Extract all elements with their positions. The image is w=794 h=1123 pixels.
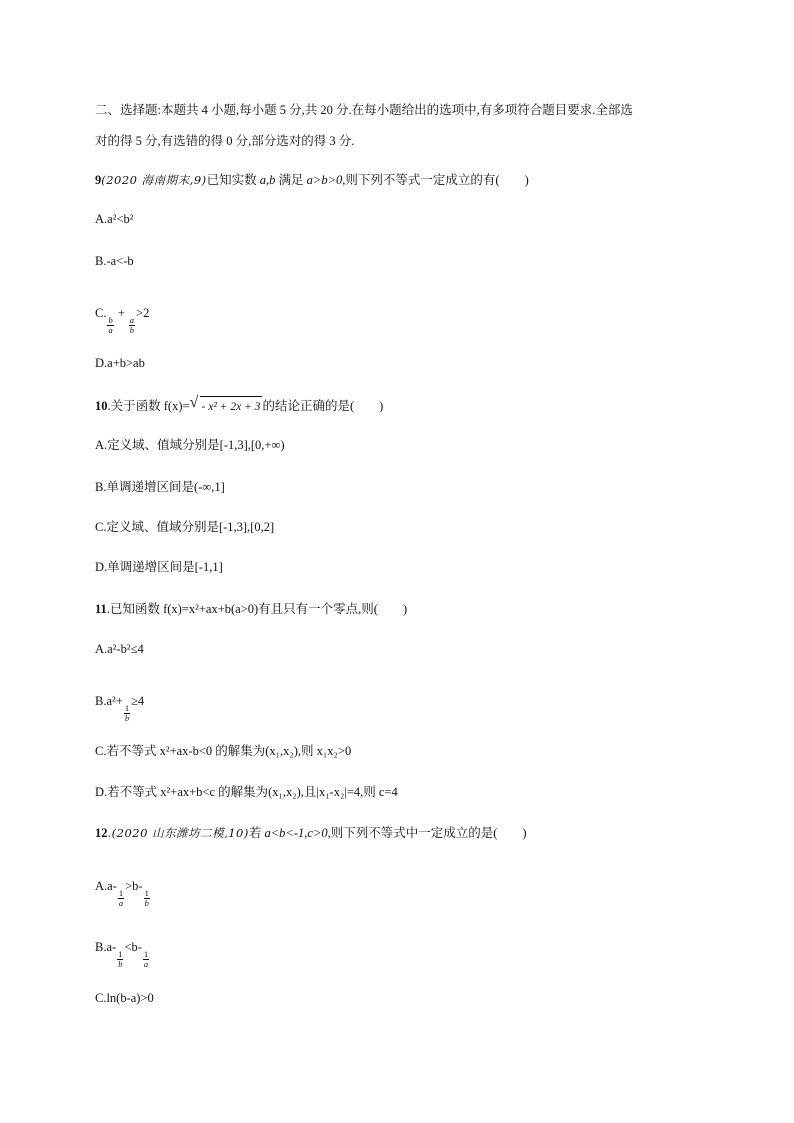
fraction-denominator: a	[143, 959, 149, 969]
fraction	[107, 316, 113, 335]
question-10-option-d: D.单调递增区间是[-1,1]	[95, 560, 223, 574]
section-instruction-line-2: 对的得 5 分,有选错的得 0 分,部分选对的得 3 分.	[95, 134, 355, 148]
question-number: 11	[95, 602, 107, 616]
stem-text: 的结论正确的是( )	[262, 399, 384, 413]
stem-text: .已知函数 f(x)=x²+ax+b(a>0)有且只有一个零点,则( )	[106, 602, 408, 616]
stem-condition: a>b>0	[306, 173, 343, 187]
stem-text: ,则下列不等式一定成立的有( )	[342, 173, 529, 187]
question-9-stem	[95, 171, 529, 189]
fraction-denominator: b	[118, 959, 123, 969]
fraction	[129, 316, 135, 335]
question-9-option-c	[95, 304, 149, 335]
stem-condition: a<b<-1,c>0	[264, 826, 328, 840]
fraction-numerator: 1	[144, 888, 149, 898]
question-10-option-a: A.定义域、值域分别是[-1,3],[0,+∞)	[95, 438, 285, 452]
fraction	[117, 950, 123, 969]
stem-text: .关于函数 f(x)=	[107, 399, 190, 413]
stem-text: 已知实数	[206, 173, 260, 187]
fraction-numerator: a	[129, 315, 135, 325]
stem-text: 满足	[275, 173, 307, 187]
fraction-denominator: b	[124, 713, 130, 723]
fraction-numerator: 1	[124, 703, 130, 713]
fraction	[144, 889, 150, 908]
question-source: (2020 海南期末,9)	[101, 173, 207, 187]
question-9-option-b: B.-a<-b	[95, 254, 134, 268]
fraction	[124, 704, 130, 723]
question-11-option-a: A.a²-b²≤4	[95, 642, 144, 656]
option-text: <b-	[124, 940, 142, 954]
radical-sign-icon: √	[189, 394, 199, 411]
question-number: 12	[95, 826, 108, 840]
question-10-stem	[95, 396, 383, 416]
fraction-numerator: 1	[118, 949, 123, 959]
question-number: 10	[95, 399, 108, 413]
fraction-numerator: b	[108, 315, 113, 325]
fraction-denominator: a	[108, 325, 113, 335]
fraction-denominator: a	[118, 898, 124, 908]
stem-text: ,则下列不等式中一定成立的是( )	[327, 826, 527, 840]
question-11-option-b	[95, 692, 144, 723]
option-text: B.a²+	[95, 694, 123, 708]
section-instruction-line-1: 二、选择题:本题共 4 小题,每小题 5 分,共 20 分.在每小题给出的选项中,有多项符合题目要求.全部选	[95, 103, 633, 117]
option-text: ≥4	[131, 694, 145, 708]
question-12-option-c: C.ln(b-a)>0	[95, 991, 154, 1005]
question-9-option-d: D.a+b>ab	[95, 356, 145, 370]
fraction-numerator: 1	[143, 949, 149, 959]
radicand: - x² + 2x + 3	[200, 396, 263, 416]
question-10-option-c: C.定义域、值域分别是[-1,3],[0,2]	[95, 520, 275, 534]
stem-text: 若	[248, 826, 265, 840]
question-12-option-b	[95, 938, 150, 969]
option-text: >b-	[125, 879, 143, 893]
option-text: B.a-	[95, 940, 117, 954]
stem-vars: a,b	[259, 173, 276, 187]
square-root	[190, 396, 263, 416]
question-10-option-b: B.单调递增区间是(-∞,1]	[95, 480, 225, 494]
option-text: >2	[136, 306, 150, 320]
question-12-stem	[95, 824, 527, 842]
option-text: A.a-	[95, 879, 117, 893]
question-11-option-c: C.若不等式 x²+ax-b<0 的解集为(x₁,x₂),则 x₁x₂>0	[95, 744, 352, 758]
question-11-option-d: D.若不等式 x²+ax+b<c 的解集为(x₁,x₂),且|x₁-x₂|=4,则 c=4	[95, 785, 398, 799]
fraction	[143, 950, 149, 969]
fraction-denominator: b	[129, 325, 135, 335]
fraction	[118, 889, 124, 908]
operator: +	[117, 306, 125, 320]
question-9-option-a: A.a²<b²	[95, 212, 134, 226]
option-label: C.	[95, 306, 107, 320]
question-number: 9	[95, 173, 102, 187]
question-11-stem	[95, 600, 407, 618]
question-source: .(2020 山东潍坊二模,10)	[107, 826, 249, 840]
fraction-numerator: 1	[118, 888, 124, 898]
question-12-option-a	[95, 877, 151, 908]
fraction-denominator: b	[144, 898, 149, 908]
